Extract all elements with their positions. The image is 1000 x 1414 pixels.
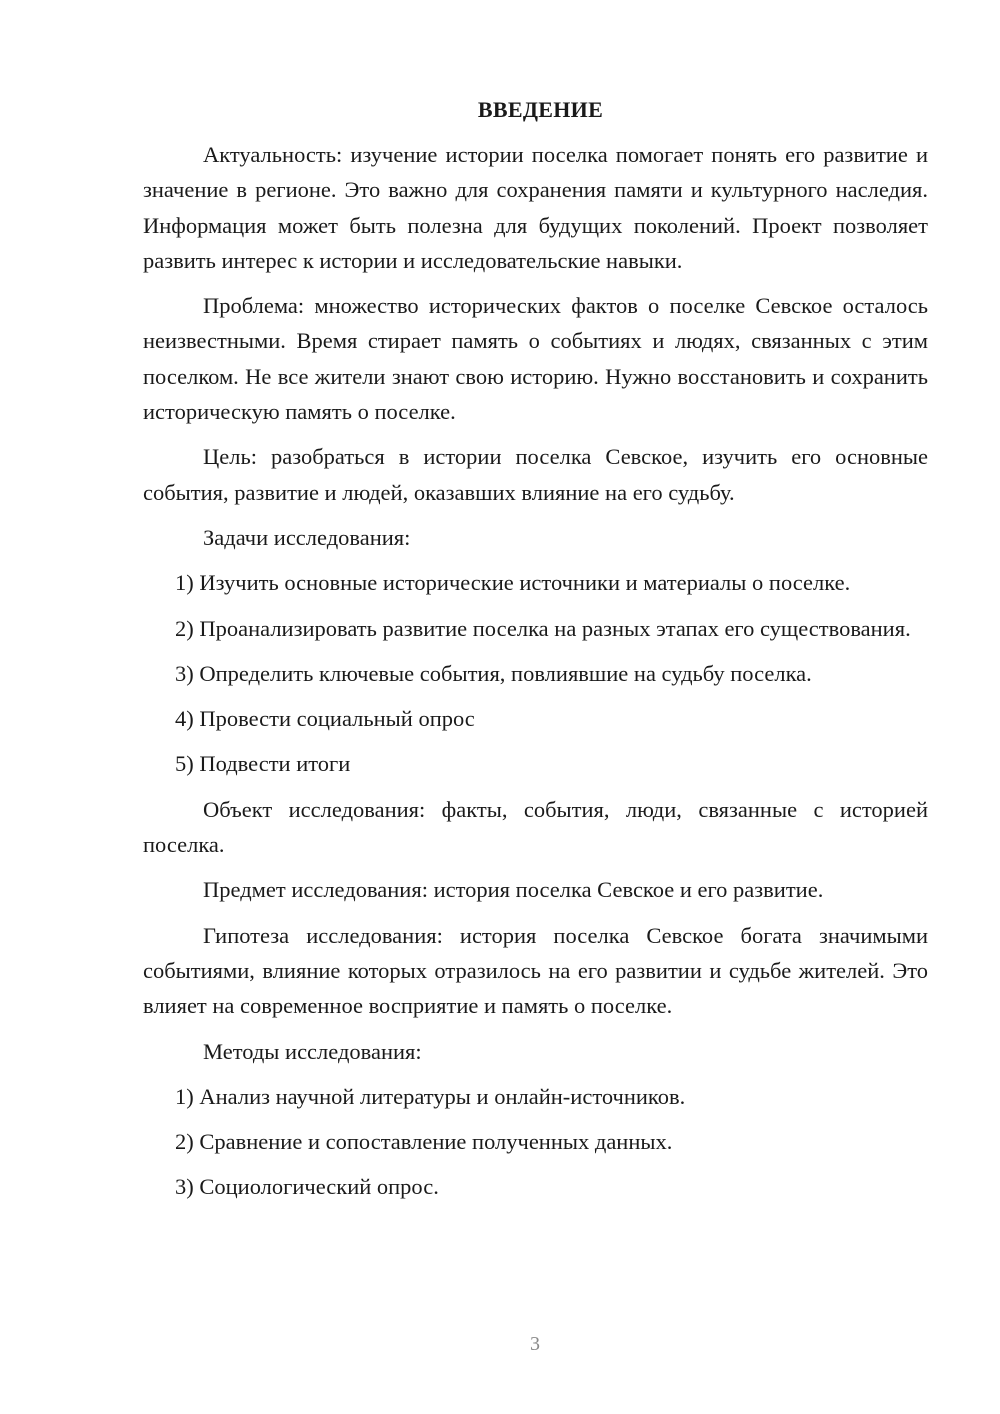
section-title: ВВЕДЕНИЕ [477,97,604,122]
subject-paragraph: Предмет исследования: история поселка Севское и его развитие. [203,877,824,903]
object-paragraph: Объект исследования: факты, события, люди, связанные с историей поселка. [143,796,928,858]
task-item-3: 3) Определить ключевые события, повлиявшие на судьбу поселка. [175,660,812,686]
task-item-4: 4) Провести социальный опрос [175,706,475,732]
method-item-1: 1) Анализ научной литературы и онлайн-источников. [175,1083,686,1109]
problem-paragraph: Проблема: множество исторических фактов о поселке Севское осталось неизвестными. Время стирает память о событиях и людях, связанных с этим поселком. Не все жители знают свою историю. Нужно восстановить и сохранить историческую память о поселке. [143,293,928,425]
method-item-2: 2) Сравнение и сопоставление полученных данных. [175,1129,673,1155]
page-number: 3 [530,1333,540,1355]
tasks-heading: Задачи исследования: [203,524,411,550]
task-item-1: 1) Изучить основные исторические источники и материалы о поселке. [175,570,851,596]
methods-heading: Методы исследования: [203,1038,422,1064]
hypothesis-paragraph: Гипотеза исследования: история поселка Севское богата значимыми событиями, влияние которых отразилось на его развитии и судьбе жителей. Это влияет на современное восприятие и память о поселке. [143,922,928,1019]
method-item-3: 3) Социологический опрос. [175,1174,439,1200]
relevance-paragraph: Актуальность: изучение истории поселка помогает понять его развитие и значение в регионе. Это важно для сохранения памяти и культурного наследия. Информация может быть полезна для будущих поколений. Проект позволяет развить интерес к истории и исследовательские навыки. [143,142,928,273]
goal-paragraph: Цель: разобраться в истории поселка Севское, изучить его основные события, развитие и людей, оказавших влияние на его судьбу. [143,444,928,505]
task-item-2: 2) Проанализировать развитие поселка на разных этапах его существования. [175,615,911,641]
task-item-5: 5) Подвести итоги [175,751,351,777]
